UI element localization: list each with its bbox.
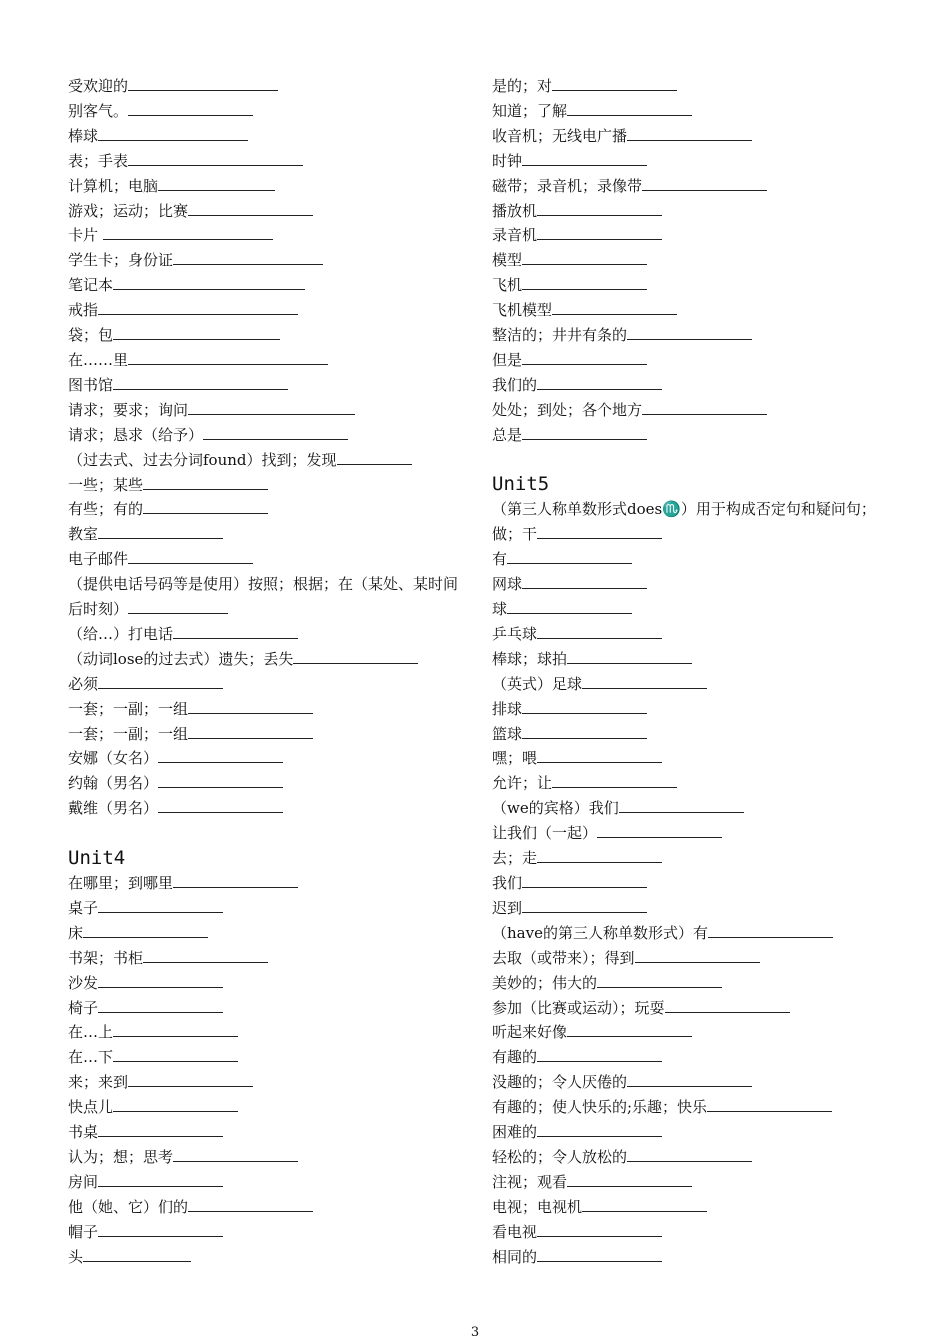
vocab-prompt: 参加（比赛或运动）；玩耍 bbox=[492, 998, 665, 1017]
answer-blank[interactable] bbox=[113, 325, 280, 340]
vocab-prompt: 在…下 bbox=[68, 1048, 114, 1067]
vocab-prompt: 困难的 bbox=[492, 1123, 538, 1142]
answer-blank[interactable] bbox=[98, 898, 223, 913]
answer-blank[interactable] bbox=[567, 1172, 692, 1187]
vocab-item bbox=[492, 1120, 887, 1145]
answer-blank[interactable] bbox=[597, 973, 722, 988]
answer-blank[interactable] bbox=[567, 1022, 692, 1037]
vocab-prompt: 乒乓球 bbox=[492, 624, 538, 643]
answer-blank[interactable] bbox=[537, 848, 662, 863]
answer-blank[interactable] bbox=[143, 948, 268, 963]
answer-blank[interactable] bbox=[158, 748, 283, 763]
answer-blank[interactable] bbox=[522, 699, 647, 714]
vocab-prompt: 时钟 bbox=[492, 151, 523, 170]
answer-blank[interactable] bbox=[98, 998, 223, 1013]
vocab-item bbox=[68, 697, 460, 722]
vocab-item bbox=[492, 572, 887, 597]
vocab-item bbox=[492, 846, 887, 871]
vocab-prompt: 知道；了解 bbox=[492, 101, 568, 120]
answer-blank[interactable] bbox=[582, 674, 707, 689]
vocab-prompt: 相同的 bbox=[492, 1247, 538, 1266]
vocab-prompt: 轻松的；令人放松的 bbox=[492, 1147, 628, 1166]
vocab-prompt: 美妙的；伟大的 bbox=[492, 973, 598, 992]
vocab-item bbox=[68, 921, 460, 946]
answer-blank[interactable] bbox=[627, 1072, 752, 1087]
vocab-prompt: 整洁的；井井有条的 bbox=[492, 326, 628, 345]
answer-blank[interactable] bbox=[567, 101, 692, 116]
vocab-item bbox=[68, 124, 460, 149]
vocab-prompt: 袋；包 bbox=[68, 326, 114, 345]
vocab-item bbox=[492, 1020, 887, 1045]
vocab-prompt: 学生卡；身份证 bbox=[68, 251, 174, 270]
vocab-item bbox=[68, 522, 460, 547]
answer-blank[interactable] bbox=[128, 76, 278, 91]
vocab-prompt: 听起来好像 bbox=[492, 1023, 568, 1042]
answer-blank[interactable] bbox=[627, 126, 752, 141]
vocab-item bbox=[492, 74, 887, 99]
answer-blank[interactable] bbox=[158, 798, 283, 813]
vocab-item bbox=[68, 1245, 460, 1270]
vocab-prompt: 床 bbox=[68, 923, 84, 942]
vocab-prompt: 在哪里；到哪里 bbox=[68, 873, 174, 892]
vocab-item bbox=[492, 1170, 887, 1195]
vocab-prompt: 电子邮件 bbox=[68, 550, 129, 569]
vocab-item bbox=[68, 1070, 460, 1095]
vocab-item bbox=[68, 423, 460, 448]
vocab-item bbox=[68, 796, 460, 821]
vocab-item bbox=[492, 746, 887, 771]
vocab-item bbox=[68, 1095, 460, 1120]
vocab-prompt: 去取（或带来）；得到 bbox=[492, 948, 635, 967]
vocab-prompt: 去；走 bbox=[492, 849, 538, 868]
vocab-item bbox=[68, 248, 460, 273]
vocab-prompt: 一些；某些 bbox=[68, 475, 144, 494]
vocab-prompt: 受欢迎的 bbox=[68, 77, 129, 95]
answer-blank[interactable] bbox=[552, 300, 677, 315]
vocab-item bbox=[492, 871, 887, 896]
vocab-prompt: 必须 bbox=[68, 674, 99, 693]
vocab-item bbox=[68, 672, 460, 697]
vocab-prompt: 表；手表 bbox=[68, 151, 129, 170]
vocab-item bbox=[492, 1070, 887, 1095]
vocab-item bbox=[492, 722, 887, 747]
answer-blank[interactable] bbox=[98, 1122, 223, 1137]
vocab-item bbox=[68, 1020, 460, 1045]
vocab-prompt: 磁带；录音机；录像带 bbox=[492, 176, 643, 195]
answer-blank[interactable] bbox=[522, 898, 647, 913]
vocab-item bbox=[492, 996, 887, 1021]
answer-blank[interactable] bbox=[128, 101, 253, 116]
answer-blank[interactable] bbox=[98, 1172, 223, 1187]
vocab-prompt: 有 bbox=[492, 550, 508, 569]
vocab-item bbox=[68, 1120, 460, 1145]
vocab-item bbox=[68, 1145, 460, 1170]
answer-blank[interactable] bbox=[113, 1097, 238, 1112]
answer-blank[interactable] bbox=[158, 176, 275, 191]
answer-blank[interactable] bbox=[188, 400, 355, 415]
vocab-item bbox=[68, 1220, 460, 1245]
right-column bbox=[492, 74, 887, 1269]
vocab-item bbox=[492, 273, 887, 298]
vocab-item bbox=[492, 1245, 887, 1270]
vocab-item bbox=[492, 323, 887, 348]
answer-blank[interactable] bbox=[552, 773, 677, 788]
vocab-item bbox=[68, 1045, 460, 1070]
page-number: 3 bbox=[470, 1325, 480, 1340]
vocab-prompt: 书架；书柜 bbox=[68, 948, 144, 967]
vocab-prompt: 书桌 bbox=[68, 1123, 99, 1142]
answer-blank[interactable] bbox=[173, 624, 298, 639]
answer-blank[interactable] bbox=[173, 250, 323, 265]
vocab-item bbox=[492, 348, 887, 373]
vocab-prompt: 教室 bbox=[68, 525, 99, 544]
vocab-prompt: 请求；恳求（给予） bbox=[68, 425, 204, 444]
vocab-prompt: 播放机 bbox=[492, 201, 538, 220]
vocab-item bbox=[68, 1195, 460, 1220]
answer-blank[interactable] bbox=[537, 1047, 662, 1062]
answer-blank[interactable] bbox=[188, 724, 313, 739]
vocab-prompt: 椅子 bbox=[68, 998, 99, 1017]
answer-blank[interactable] bbox=[143, 499, 268, 514]
vocab-item bbox=[492, 1145, 887, 1170]
vocab-prompt: （have的第三人称单数形式）有 bbox=[492, 923, 708, 942]
answer-blank[interactable] bbox=[619, 798, 744, 813]
vocab-prompt: 是的；对 bbox=[492, 77, 553, 95]
answer-blank[interactable] bbox=[642, 176, 767, 191]
vocab-item bbox=[68, 348, 460, 373]
vocab-item bbox=[68, 722, 460, 747]
vocab-prompt: 安娜（女名） bbox=[68, 749, 159, 768]
vocab-item bbox=[68, 647, 460, 672]
vocab-prompt: 看电视 bbox=[492, 1222, 538, 1241]
answer-blank[interactable] bbox=[537, 748, 662, 763]
vocab-prompt: 沙发 bbox=[68, 973, 99, 992]
section-spacer bbox=[68, 821, 460, 846]
answer-blank[interactable] bbox=[113, 275, 305, 290]
vocab-prompt: 总是 bbox=[492, 425, 523, 444]
vocab-item bbox=[492, 398, 887, 423]
answer-blank[interactable] bbox=[507, 549, 632, 564]
vocab-prompt: 卡片 bbox=[68, 226, 103, 245]
vocab-item bbox=[68, 74, 460, 99]
vocab-item bbox=[492, 672, 887, 697]
vocab-item bbox=[68, 1170, 460, 1195]
vocab-prompt: 认为；想；思考 bbox=[68, 1147, 174, 1166]
vocab-item bbox=[68, 572, 460, 622]
answer-blank[interactable] bbox=[537, 375, 662, 390]
section-spacer bbox=[492, 448, 887, 473]
answer-blank[interactable] bbox=[83, 1247, 191, 1262]
vocab-item bbox=[68, 473, 460, 498]
vocab-prompt: 一套；一副；一组 bbox=[68, 724, 189, 743]
answer-blank[interactable] bbox=[98, 973, 223, 988]
vocab-prompt: 来；来到 bbox=[68, 1073, 129, 1092]
vocab-item bbox=[492, 1220, 887, 1245]
vocab-prompt: （过去式、过去分词found）找到；发现 bbox=[68, 450, 337, 469]
vocab-prompt: 没趣的；令人厌倦的 bbox=[492, 1073, 628, 1092]
answer-blank[interactable] bbox=[537, 1122, 662, 1137]
vocab-item bbox=[492, 647, 887, 672]
vocab-prompt: 图书馆 bbox=[68, 375, 114, 394]
vocab-prompt: （给…）打电话 bbox=[68, 624, 174, 643]
vocab-prompt: 在…上 bbox=[68, 1023, 114, 1042]
vocab-prompt: 允许；让 bbox=[492, 774, 553, 793]
answer-blank[interactable] bbox=[642, 400, 767, 415]
vocab-item bbox=[68, 398, 460, 423]
vocab-prompt: 但是 bbox=[492, 350, 523, 369]
vocab-prompt: 让我们（一起） bbox=[492, 824, 598, 843]
vocab-prompt: 模型 bbox=[492, 251, 523, 270]
answer-blank[interactable] bbox=[98, 1222, 223, 1237]
vocab-item bbox=[492, 497, 887, 547]
vocab-prompt: 录音机 bbox=[492, 226, 538, 245]
answer-blank[interactable] bbox=[537, 624, 662, 639]
answer-blank[interactable] bbox=[522, 574, 647, 589]
answer-blank[interactable] bbox=[597, 823, 722, 838]
answer-blank[interactable] bbox=[113, 1047, 238, 1062]
answer-blank[interactable] bbox=[582, 1197, 707, 1212]
answer-blank[interactable] bbox=[128, 599, 228, 614]
answer-blank[interactable] bbox=[128, 549, 253, 564]
answer-blank[interactable] bbox=[83, 923, 208, 938]
answer-blank[interactable] bbox=[522, 151, 647, 166]
answer-blank[interactable] bbox=[627, 325, 752, 340]
answer-blank[interactable] bbox=[203, 425, 348, 440]
answer-blank[interactable] bbox=[665, 998, 790, 1013]
vocab-item bbox=[68, 946, 460, 971]
vocab-item bbox=[492, 423, 887, 448]
vocab-prompt: 一套；一副；一组 bbox=[68, 699, 189, 718]
answer-blank[interactable] bbox=[708, 923, 833, 938]
vocab-prompt: 戴维（男名） bbox=[68, 799, 159, 818]
answer-blank[interactable] bbox=[173, 1147, 298, 1162]
vocab-item bbox=[68, 273, 460, 298]
vocab-item bbox=[68, 199, 460, 224]
vocab-item bbox=[68, 996, 460, 1021]
vocab-prompt: 笔记本 bbox=[68, 276, 114, 295]
vocab-prompt: 球 bbox=[492, 600, 508, 619]
vocab-item bbox=[492, 199, 887, 224]
vocab-prompt: 我们 bbox=[492, 873, 523, 892]
answer-blank[interactable] bbox=[537, 1247, 662, 1262]
answer-blank[interactable] bbox=[128, 151, 303, 166]
vocab-item bbox=[492, 971, 887, 996]
answer-blank[interactable] bbox=[128, 350, 328, 365]
answer-blank[interactable] bbox=[188, 201, 313, 216]
vocab-item bbox=[68, 223, 460, 248]
vocab-prompt: 飞机模型 bbox=[492, 301, 553, 320]
vocab-prompt: 嘿；喂 bbox=[492, 749, 538, 768]
answer-blank[interactable] bbox=[522, 275, 647, 290]
unit-heading: Unit4 bbox=[68, 847, 126, 870]
answer-blank[interactable] bbox=[128, 1072, 253, 1087]
vocab-item bbox=[492, 1045, 887, 1070]
answer-blank[interactable] bbox=[173, 873, 298, 888]
vocab-item bbox=[68, 174, 460, 199]
answer-blank[interactable] bbox=[707, 1097, 832, 1112]
vocab-item bbox=[68, 448, 460, 473]
vocab-item bbox=[68, 971, 460, 996]
vocab-item bbox=[492, 174, 887, 199]
answer-blank[interactable] bbox=[537, 225, 662, 240]
vocab-prompt: 头 bbox=[68, 1247, 84, 1266]
vocab-item bbox=[68, 547, 460, 572]
answer-blank[interactable] bbox=[98, 524, 223, 539]
vocab-prompt: 游戏；运动；比赛 bbox=[68, 201, 189, 220]
vocab-prompt: 收音机；无线电广播 bbox=[492, 126, 628, 145]
vocab-item bbox=[68, 298, 460, 323]
vocab-item bbox=[492, 298, 887, 323]
answer-blank[interactable] bbox=[522, 250, 647, 265]
vocab-item bbox=[68, 871, 460, 896]
vocab-prompt: 请求；要求；询问 bbox=[68, 400, 189, 419]
vocab-item bbox=[492, 622, 887, 647]
vocab-item bbox=[68, 746, 460, 771]
vocab-prompt: 排球 bbox=[492, 699, 523, 718]
vocab-prompt: 飞机 bbox=[492, 276, 523, 295]
vocab-item bbox=[68, 323, 460, 348]
vocab-item bbox=[492, 373, 887, 398]
vocab-prompt: 篮球 bbox=[492, 724, 523, 743]
vocab-prompt: （英式）足球 bbox=[492, 674, 583, 693]
left-column bbox=[68, 74, 460, 1269]
vocab-prompt: 别客气。 bbox=[68, 101, 129, 120]
vocab-item bbox=[492, 946, 887, 971]
vocab-item bbox=[492, 547, 887, 572]
unit-heading: Unit5 bbox=[492, 473, 550, 496]
vocab-item bbox=[68, 149, 460, 174]
vocab-item bbox=[492, 796, 887, 821]
vocab-item bbox=[492, 99, 887, 124]
vocab-prompt: （动词lose的过去式）遗失；丢失 bbox=[68, 649, 294, 668]
vocab-item bbox=[68, 896, 460, 921]
vocab-item bbox=[68, 373, 460, 398]
answer-blank[interactable] bbox=[143, 475, 268, 490]
answer-blank[interactable] bbox=[158, 773, 283, 788]
vocab-prompt: 有趣的 bbox=[492, 1048, 538, 1067]
vocab-prompt: 棒球；球拍 bbox=[492, 649, 568, 668]
vocab-prompt: （第三人称单数形式does♏）用于构成否定句和疑问句；做；干 bbox=[492, 500, 876, 544]
vocab-prompt: 快点儿 bbox=[68, 1098, 114, 1117]
answer-blank[interactable] bbox=[98, 674, 223, 689]
vocab-item bbox=[492, 821, 887, 846]
vocab-prompt: 房间 bbox=[68, 1172, 99, 1191]
vocab-prompt: 网球 bbox=[492, 575, 523, 594]
answer-blank[interactable] bbox=[98, 300, 298, 315]
vocab-prompt: 计算机；电脑 bbox=[68, 176, 159, 195]
vocab-prompt: （提供电话号码等是使用）按照；根据；在（某处、某时间后时刻） bbox=[68, 575, 459, 619]
vocab-item bbox=[492, 1195, 887, 1220]
answer-blank[interactable] bbox=[507, 599, 632, 614]
vocab-prompt: 帽子 bbox=[68, 1222, 99, 1241]
vocab-prompt: 我们的 bbox=[492, 375, 538, 394]
answer-blank[interactable] bbox=[293, 649, 418, 664]
vocab-prompt: 他（她、它）们的 bbox=[68, 1197, 189, 1216]
vocab-prompt: 戒指 bbox=[68, 301, 99, 320]
vocab-item bbox=[492, 149, 887, 174]
answer-blank[interactable] bbox=[188, 699, 313, 714]
answer-blank[interactable] bbox=[552, 76, 677, 91]
answer-blank[interactable] bbox=[522, 724, 647, 739]
vocab-prompt: 迟到 bbox=[492, 898, 523, 917]
vocab-item bbox=[68, 771, 460, 796]
answer-blank[interactable] bbox=[337, 450, 412, 465]
vocab-item bbox=[68, 99, 460, 124]
vocab-prompt: （we的宾格）我们 bbox=[492, 799, 619, 818]
vocab-prompt: 约翰（男名） bbox=[68, 774, 159, 793]
answer-blank[interactable] bbox=[537, 1222, 662, 1237]
answer-blank[interactable] bbox=[522, 350, 647, 365]
vocab-item bbox=[492, 921, 887, 946]
vocab-item bbox=[492, 223, 887, 248]
vocab-item bbox=[492, 124, 887, 149]
answer-blank[interactable] bbox=[113, 375, 288, 390]
vocab-item bbox=[492, 896, 887, 921]
vocab-item bbox=[492, 697, 887, 722]
answer-blank[interactable] bbox=[98, 126, 248, 141]
vocab-prompt: 桌子 bbox=[68, 898, 99, 917]
vocab-prompt: 棒球 bbox=[68, 126, 99, 145]
answer-blank[interactable] bbox=[113, 1022, 238, 1037]
vocab-prompt: 处处；到处；各个地方 bbox=[492, 400, 643, 419]
answer-blank[interactable] bbox=[537, 524, 662, 539]
vocab-prompt: 有趣的；使人快乐的;乐趣；快乐 bbox=[492, 1098, 708, 1117]
answer-blank[interactable] bbox=[103, 225, 273, 240]
vocab-prompt: 电视；电视机 bbox=[492, 1197, 583, 1216]
vocab-item bbox=[68, 497, 460, 522]
vocab-item bbox=[492, 597, 887, 622]
vocab-item bbox=[68, 622, 460, 647]
answer-blank[interactable] bbox=[627, 1147, 752, 1162]
vocab-item bbox=[492, 248, 887, 273]
vocab-prompt: 有些；有的 bbox=[68, 500, 144, 519]
answer-blank[interactable] bbox=[635, 948, 760, 963]
vocab-prompt: 注视；观看 bbox=[492, 1172, 568, 1191]
answer-blank[interactable] bbox=[522, 425, 647, 440]
answer-blank[interactable] bbox=[537, 201, 662, 216]
vocab-item bbox=[492, 1095, 887, 1120]
answer-blank[interactable] bbox=[188, 1197, 313, 1212]
answer-blank[interactable] bbox=[522, 873, 647, 888]
answer-blank[interactable] bbox=[567, 649, 692, 664]
vocab-item bbox=[492, 771, 887, 796]
vocab-prompt: 在……里 bbox=[68, 350, 129, 369]
